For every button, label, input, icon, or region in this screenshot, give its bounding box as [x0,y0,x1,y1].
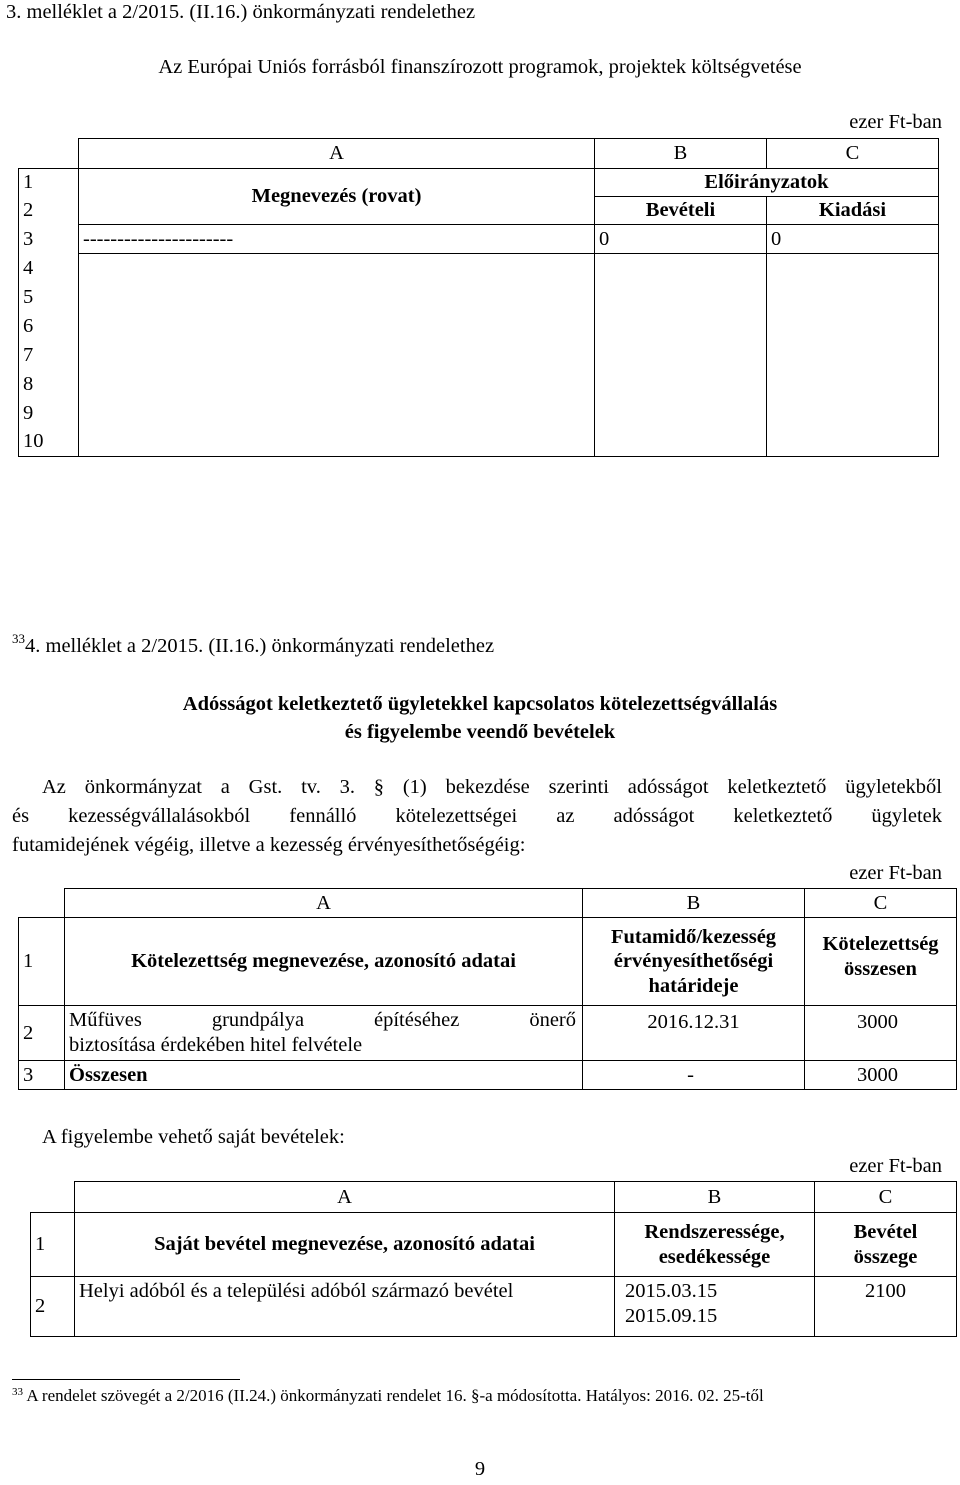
revenue-schedule-header [615,1213,815,1277]
footnote-ref: 33 [12,631,25,646]
footnote-text: A rendelet szövegét a 2/2016 (II.24.) önkormányzati rendelet 16. §-a módosította. Hatályos: 2016. 02. 25-től [26,1386,764,1405]
obligations-col-a: A [65,889,583,918]
annex3-name-header: Megnevezés (rovat) [79,169,595,225]
annex3-row-num: 7 [19,341,79,370]
annex4-paragraph-text: Az önkormányzat a Gst. tv. 3. § (1) bekezdése szerinti adósságot keletkeztető ügyletekből [42,776,942,798]
annex3-row-expenditure: 0 [767,225,939,254]
cell-line: Műfüves grundpálya építéséhez önerő [69,1009,576,1032]
annex3-row-num: 2 [19,197,79,225]
header-line: Kötelezettség [822,933,939,955]
obligations-total-label: Összesen [65,1061,583,1090]
header-line: összege [853,1245,918,1268]
own-revenue-table [30,1181,957,1337]
annex3-row-num: 6 [19,312,79,341]
revenue-col-a: A [75,1182,615,1213]
annex3-row-num: 4 [19,254,79,283]
annex3-row-num: 1 [19,169,79,197]
header-line: határideje [648,974,739,997]
obligations-name-header: Kötelezettség megnevezése, azonosító adatai [65,918,583,1006]
annex3-row-num: 10 [19,428,79,457]
annex3-table [18,138,939,457]
obligations-row-num: 2 [19,1006,65,1061]
annex3-row-revenue: 0 [595,225,767,254]
annex3-row-num: 3 [19,225,79,254]
obligations-col-b: B [583,889,805,918]
obligations-row-name [65,1006,583,1061]
cell-line: biztosítása érdekében hitel felvétele [69,1034,363,1056]
obligations-table [18,888,957,1090]
annex3-unit: ezer Ft-ban [849,111,942,133]
revenue-row-name: Helyi adóból és a települési adóból származó bevétel [75,1277,615,1337]
page-number: 9 [474,1458,486,1480]
obligations-col-c: C [805,889,957,918]
revenue-row-num: 2 [31,1277,75,1337]
annex4-header-line [12,631,495,658]
cell-line: 2015.09.15 [625,1304,718,1327]
annex3-revenue-header: Bevételi [595,197,767,225]
header-line: esedékessége [658,1245,771,1268]
own-revenue-label: A figyelembe vehető saját bevételek: [42,1126,345,1148]
revenue-row-schedule [615,1277,815,1337]
annex4-unit2: ezer Ft-ban [849,1155,942,1177]
annex3-row-num: 5 [19,283,79,312]
revenue-col-c: C [815,1182,957,1213]
annex3-col-c: C [767,139,939,169]
header-line: összesen [844,957,917,980]
footnote-number: 33 [12,1386,23,1398]
obligations-deadline-header [583,918,805,1006]
annex3-row-num: 8 [19,370,79,399]
annex3-col-b: B [595,139,767,169]
annex3-title: Az Európai Uniós forrásból finanszírozott programok, projektek költségvetése [158,56,802,78]
obligations-row-num: 3 [19,1061,65,1090]
header-line: Rendszeressége, [644,1220,785,1243]
annex4-unit: ezer Ft-ban [849,862,942,884]
obligations-row-deadline: 2016.12.31 [583,1006,805,1061]
annex4-paragraph-line2 [12,805,942,828]
obligations-total-value: 3000 [805,1061,957,1090]
revenue-row-amount: 2100 [815,1277,957,1337]
annex3-row-num: 9 [19,399,79,428]
annex4-title-line1: Adósságot keletkeztető ügyletekkel kapcsolatos kötelezettségvállalás [182,693,778,715]
header-line: érvényesíthetőségi [613,950,774,973]
annex4-header: 4. melléklet a 2/2015. (II.16.) önkormányzati rendelethez [25,635,495,657]
annex3-header: 3. melléklet a 2/2015. (II.16.) önkormányzati rendelethez [6,1,476,23]
cell-line: 2015.03.15 [625,1280,718,1302]
footnote [12,1386,764,1406]
obligations-total-header [805,918,957,1006]
annex3-row-name: ---------------------- [79,225,595,254]
revenue-row-num: 1 [31,1213,75,1277]
annex3-col-a: A [79,139,595,169]
obligations-total-deadline: - [583,1061,805,1090]
header-line: Futamidő/kezesség [610,925,777,948]
header-line: Bevétel [853,1220,918,1243]
annex4-title-line2: és figyelembe veendő bevételek [344,721,616,743]
footnote-separator [12,1379,240,1380]
obligations-row-total: 3000 [805,1006,957,1061]
revenue-name-header: Saját bevétel megnevezése, azonosító adatai [75,1213,615,1277]
annex4-paragraph-text: és kezességvállalásokból fennálló kötelezettségei az adósságot keletkeztető ügyletek [12,805,942,827]
obligations-row-num: 1 [19,918,65,1006]
annex3-appropriations-header: Előirányzatok [595,169,939,197]
annex3-expenditure-header: Kiadási [767,197,939,225]
annex4-paragraph-line1 [42,776,942,799]
revenue-col-b: B [615,1182,815,1213]
annex4-paragraph-line3: futamidejének végéig, illetve a kezesség érvényesíthetőségéig: [12,834,526,856]
revenue-amount-header [815,1213,957,1277]
